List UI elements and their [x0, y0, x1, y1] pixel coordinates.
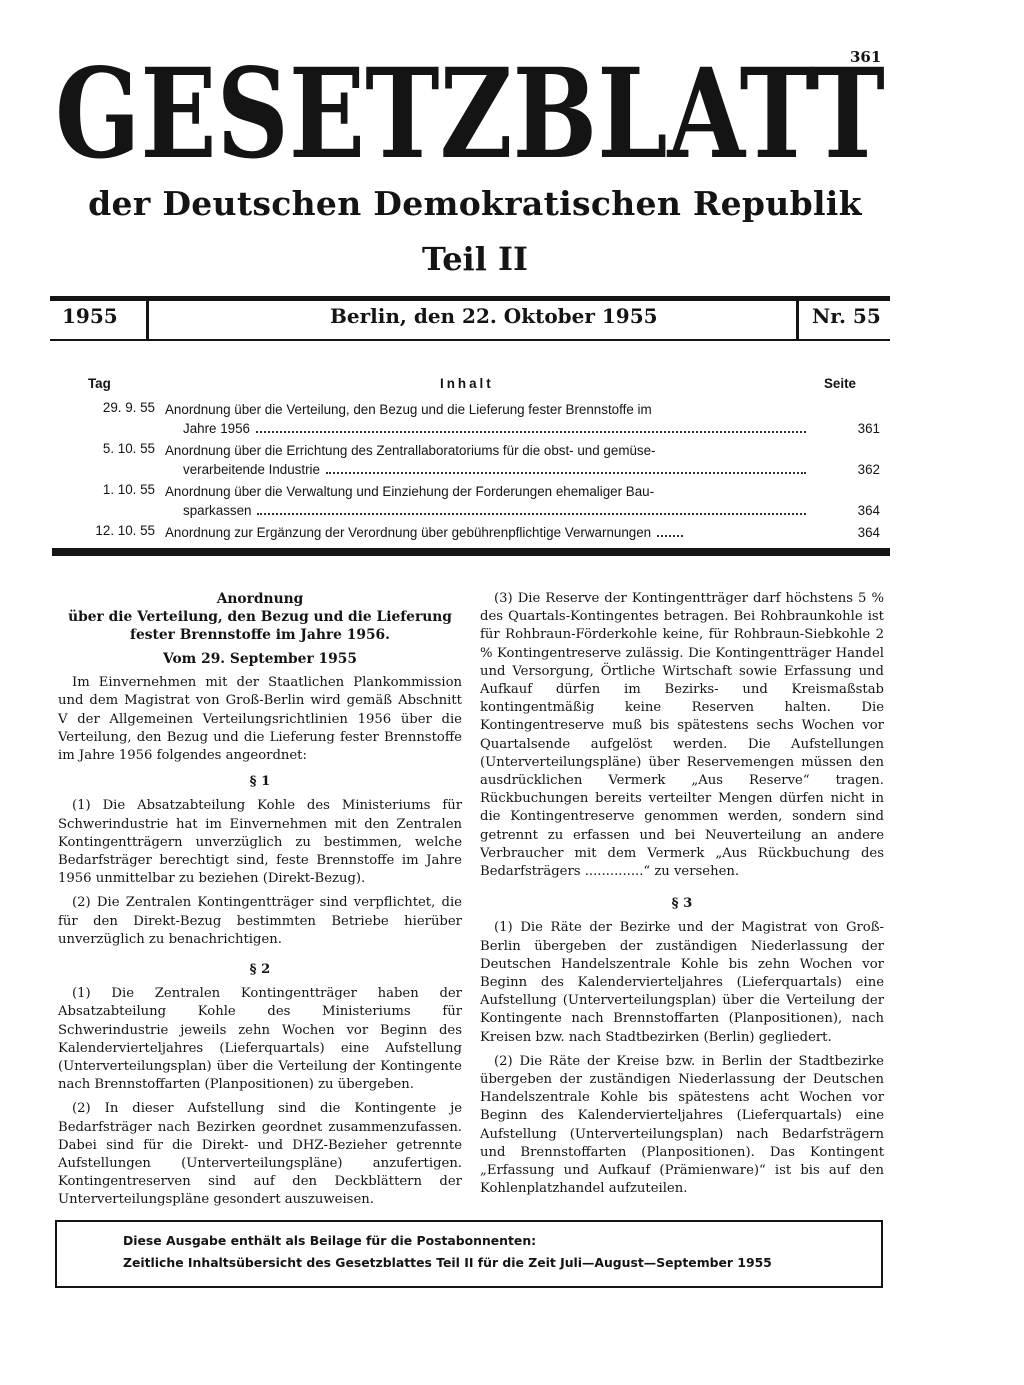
- article-column-left: [58, 590, 462, 1216]
- toc-col-title: Inhalt: [440, 376, 494, 391]
- toc-col-page: Seite: [824, 376, 857, 391]
- notice-line: Zeitliche Inhaltsübersicht des Gesetzblattes Teil II für die Zeit Juli—August—September 1955: [123, 1255, 772, 1270]
- article-heading-3: fester Brennstoffe im Jahre 1956.: [130, 627, 390, 643]
- section-heading: § 2: [249, 962, 271, 978]
- toc-col-day: Tag: [88, 376, 111, 391]
- toc-leader-dots: [326, 460, 806, 474]
- toc-entry: [60, 482, 880, 520]
- issue-bar-divider: [796, 296, 799, 341]
- article-heading-2: über die Verteilung, den Bezug und die Lieferung: [68, 609, 452, 625]
- toc-entry: [60, 523, 880, 542]
- toc-entry: [60, 441, 880, 479]
- masthead-title: [50, 60, 890, 170]
- masthead-part: Teil II: [422, 240, 528, 278]
- issue-number: Nr. 55: [812, 304, 881, 328]
- toc-entry-title: [165, 441, 812, 479]
- article-date: Vom 29. September 1955: [163, 651, 357, 667]
- issue-bar-top-rule: [50, 296, 890, 301]
- masthead-title-text: GESETZBLATT: [55, 60, 885, 170]
- page-number: 361: [850, 48, 882, 66]
- issue-place-date: Berlin, den 22. Oktober 1955: [330, 304, 658, 328]
- toc-entry-date: 12. 10. 55: [95, 523, 155, 538]
- issue-bar-divider: [146, 296, 149, 341]
- toc-header: [60, 376, 880, 400]
- table-of-contents: [60, 376, 880, 542]
- toc-entry-title: [165, 482, 812, 520]
- article-preamble: Im Einvernehmen mit der Staatlichen Plankommission und dem Magistrat von Groß-Berlin wird gemäß Abschnitt V der Allgemeinen Verteilungsrichtlinien 1956 über die Verteilung, den Bezug und die Lieferung fester Brennstoffe im Jahre 1956 folgendes angeordnet:: [58, 675, 462, 764]
- toc-entry-line2: verarbeitende Industrie: [183, 462, 320, 477]
- paragraph: (1) Die Räte der Bezirke und der Magistrat von Groß-Berlin übergeben der zuständigen Niederlassung der Deutschen Handelszentrale Kohle bis zehn Wochen vor Beginn des Kalendervierteljahres (Lieferquartals) eine Aufstellung (Unterverteilungsplan) über die Verteilung der Kontingente nach Brennstoffarten (Planpositionen), nach Kreisen bzw. nach Stadtbezirken (Berlin) gegliedert.: [480, 920, 884, 1045]
- toc-entry-page: 364: [857, 503, 880, 518]
- toc-entry-date: 5. 10. 55: [102, 441, 155, 456]
- supplement-notice: [55, 1220, 883, 1288]
- toc-entry-line2: sparkassen: [183, 503, 252, 518]
- paragraph: (1) Die Absatzabteilung Kohle des Ministeriums für Schwerindustrie hat im Einvernehmen mit den Zentralen Kontingentträgern unverzüglich zu bestimmen, welche Bedarfsträger berechtigt sind, feste Brennstoffe im Jahre 1956 unmittelbar zu beziehen (Direkt-Bezug).: [58, 798, 462, 887]
- toc-entry-line2: Jahre 1956: [183, 421, 251, 436]
- paragraph: (2) In dieser Aufstellung sind die Kontingente je Bedarfsträger nach Bezirken geordnet zusammenzufassen. Dabei sind für die Direkt- und DHZ-Bezieher getrennte Aufstellungen (Unterverteilungspläne) anzufertigen. Kontingentreserven sind auf den Deckblättern der Unterverteilungspläne gesondert auszuweisen.: [58, 1101, 462, 1208]
- toc-leader-dots: [256, 419, 806, 433]
- toc-entry-page: 361: [857, 421, 880, 436]
- toc-entry-page: 364: [857, 525, 880, 540]
- toc-entry-title: [165, 523, 812, 542]
- toc-entry-title: [165, 400, 812, 438]
- issue-year: 1955: [62, 304, 118, 328]
- paragraph: (3) Die Reserve der Kontingentträger darf höchstens 5 % des Quartals-Kontingentes betragen. Bei Rohbraunkohle ist für Rohbraun-Förderkohle keine, für Rohbraun-Siebkohle 2 % Kontingentreserve zulässig. Die Kontingentträger Handel und Versorgung, Örtliche Wirtschaft sowie Erfassung und Aufkauf dürfen im Bezirks- und Kreismaßstab kontingentmäßig keine Reserven halten. Die Kontingentreserve muß bis spätestens sechs Wochen vor Quartalsende aufgelöst werden. Die Aufstellungen (Unterverteilungspläne) über Reservemengen müssen den ausdrücklichen Vermerk „Aus Reserve“ tragen. Rückbuchungen bereits verteilter Mengen dürfen nicht in die Kontingentreserve genommen werden, sondern sind getrennt zu erfassen und bei Neuverteilung an andere Verbraucher mit dem Vermerk „Aus Rückbuchung des Bedarfsträgers ..............“ zu versehen.: [480, 591, 884, 880]
- section-heading: § 3: [671, 896, 693, 912]
- paragraph: (1) Die Zentralen Kontingentträger haben der Absatzabteilung Kohle des Ministeriums für Schwerindustrie jeweils zehn Wochen vor Beginn des Kalendervierteljahres (Lieferquartals) eine Aufstellung (Unterverteilungsplan) über die Verteilung der Kontingente nach Brennstoffarten (Planpositionen) zu übergeben.: [58, 986, 462, 1093]
- article-column-right: [480, 590, 884, 1205]
- contents-divider-rule: [52, 548, 890, 556]
- issue-bar-bottom-rule: [50, 339, 890, 341]
- toc-entry-date: 29. 9. 55: [102, 400, 155, 415]
- toc-entry: [60, 400, 880, 438]
- toc-entry-line1: Anordnung über die Verwaltung und Einziehung der Forderungen ehemaliger Bau-: [165, 484, 655, 499]
- notice-line: Diese Ausgabe enthält als Beilage für die Postabonnenten:: [123, 1233, 537, 1248]
- toc-entry-date: 1. 10. 55: [102, 482, 155, 497]
- paragraph: (2) Die Räte der Kreise bzw. in Berlin der Stadtbezirke übergeben der zuständigen Niederlassung der Deutschen Handelszentrale Kohle bis spätestens acht Wochen vor Beginn des Kalendervierteljahres (Lieferquartals) eine Aufstellung (Unterverteilungsplan) nach Bedarfsträgern und Brennstoffarten (Planpositionen). Das Kontingent „Erfassung und Aufkauf (Prämienware)“ ist bis auf den Kohlenplatzhandel aufzuteilen.: [480, 1053, 884, 1197]
- article-heading-1: Anordnung: [216, 591, 304, 607]
- toc-leader-dots: [657, 523, 683, 537]
- masthead-subtitle: der Deutschen Demokratischen Republik: [88, 184, 862, 223]
- toc-entry-line1: Anordnung über die Errichtung des Zentrallaboratoriums für die obst- und gemüse-: [165, 443, 656, 458]
- toc-entry-page: 362: [857, 462, 880, 477]
- paragraph: (2) Die Zentralen Kontingentträger sind verpflichtet, die für den Direkt-Bezug bestimmten Betriebe hierüber unverzüglich zu benachrichtigen.: [58, 895, 462, 947]
- toc-entry-line1: Anordnung über die Verteilung, den Bezug und die Lieferung fester Brennstoffe im: [165, 402, 652, 417]
- toc-leader-dots: [257, 501, 806, 515]
- section-heading: § 1: [249, 774, 271, 790]
- toc-entry-line1: Anordnung zur Ergänzung der Verordnung über gebührenpflichtige Verwarnungen: [165, 525, 652, 540]
